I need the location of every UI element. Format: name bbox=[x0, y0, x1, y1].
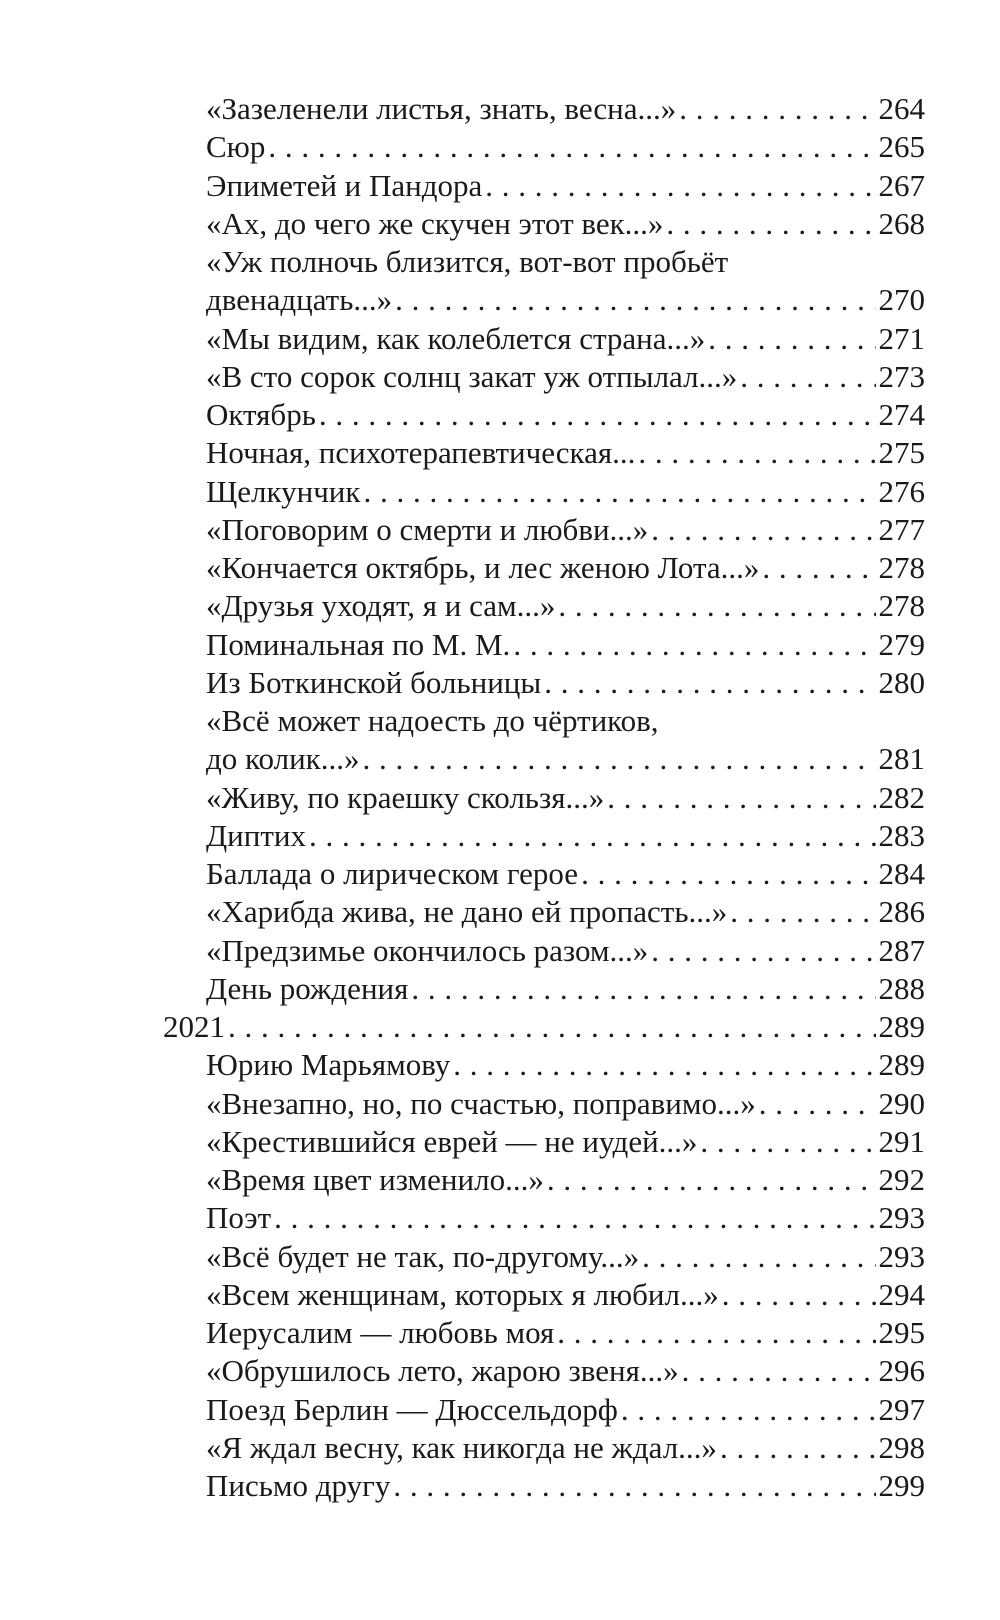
toc-entry bbox=[163, 1429, 925, 1467]
toc-section-title: 2021 bbox=[163, 1009, 225, 1044]
dot-leader bbox=[513, 626, 875, 664]
toc-entry-title: «Предзимье окончилось разом...» bbox=[206, 932, 649, 968]
toc-entry-title: Щелкунчик bbox=[206, 473, 361, 509]
toc-entry bbox=[163, 205, 925, 243]
toc-entry-title: «Всё будет не так, по-другому...» bbox=[206, 1238, 640, 1274]
toc-entry-title: «Всё может надоесть до чёртиков, bbox=[206, 703, 659, 738]
toc-entry-title: «Я ждал весну, как никогда не ждал...» bbox=[206, 1429, 717, 1465]
toc-section-row bbox=[163, 1008, 925, 1046]
dot-leader bbox=[393, 1467, 875, 1505]
toc-page-number: 297 bbox=[878, 1391, 925, 1427]
toc-entry bbox=[163, 396, 925, 434]
toc-page-number: 296 bbox=[878, 1353, 925, 1389]
toc-page-number: 276 bbox=[878, 473, 925, 509]
toc-entry-title: «Мы видим, как колеблется страна...» bbox=[206, 320, 706, 356]
toc-entry bbox=[163, 90, 925, 128]
toc-page-number: 270 bbox=[878, 282, 925, 318]
toc-page-number: 279 bbox=[878, 626, 925, 662]
dot-leader bbox=[730, 893, 875, 931]
toc-entry bbox=[163, 817, 925, 855]
toc-entry bbox=[163, 740, 925, 778]
dot-leader bbox=[762, 549, 875, 587]
toc-page-number: 294 bbox=[878, 1276, 925, 1312]
dot-leader bbox=[558, 587, 875, 625]
toc-page-number: 290 bbox=[878, 1085, 925, 1121]
toc-entry-title: «Живу, по краешку скользя...» bbox=[206, 779, 605, 815]
toc-entry-title: до колик...» bbox=[206, 741, 360, 777]
toc-page-number: 268 bbox=[878, 205, 925, 241]
dot-leader bbox=[309, 817, 876, 855]
toc-entry-line bbox=[163, 243, 925, 281]
toc-page-number: 299 bbox=[878, 1468, 925, 1503]
toc-page-number: 278 bbox=[878, 550, 925, 585]
dot-leader bbox=[740, 358, 875, 396]
toc-entry-title: Ночная, психотерапевтическая... bbox=[206, 435, 636, 471]
toc-entry bbox=[163, 893, 925, 931]
toc-entry-title: Письмо другу bbox=[206, 1468, 391, 1503]
toc-page-number: 275 bbox=[878, 435, 925, 471]
toc-entry bbox=[163, 1046, 925, 1084]
dot-leader bbox=[274, 1199, 875, 1237]
toc-entry bbox=[163, 549, 925, 587]
toc-entry-title: «Ах, до чего же скучен этот век...» bbox=[206, 205, 664, 241]
toc-entry-title: «Уж полночь близится, вот-вот пробьёт bbox=[206, 244, 729, 279]
toc-entry bbox=[163, 1467, 925, 1505]
toc-entry-title: Диптих bbox=[206, 817, 306, 853]
toc-entry-title: Поминальная по М. М. bbox=[206, 626, 511, 662]
toc-page-number: 282 bbox=[878, 779, 925, 815]
toc-entry bbox=[163, 1161, 925, 1199]
toc-entry bbox=[163, 1238, 925, 1276]
toc-entry-title: «Внезапно, но, по счастью, поправимо...» bbox=[206, 1085, 756, 1121]
toc-page-number: 267 bbox=[878, 167, 925, 203]
toc-entry bbox=[163, 1391, 925, 1429]
toc-page-number: 274 bbox=[878, 397, 925, 432]
toc-entry bbox=[163, 1085, 925, 1123]
toc-entry bbox=[163, 473, 925, 511]
toc-entry bbox=[163, 626, 925, 664]
toc-entry bbox=[163, 1352, 925, 1390]
toc-entry-title: «Зазеленели листья, знать, весна...» bbox=[206, 91, 677, 126]
toc-page-number: 298 bbox=[878, 1429, 925, 1465]
toc-entry-title: двенадцать...» bbox=[206, 282, 393, 318]
dot-leader bbox=[557, 1314, 875, 1352]
toc-page-number: 292 bbox=[878, 1162, 925, 1197]
dot-leader bbox=[319, 396, 876, 434]
toc-entry-title: «Кончается октябрь, и лес женою Лота...» bbox=[206, 550, 760, 585]
toc-entry-title: День рождения bbox=[206, 970, 409, 1006]
dot-leader bbox=[642, 1238, 875, 1276]
toc-entry bbox=[163, 587, 925, 625]
dot-leader bbox=[547, 1161, 876, 1199]
toc-entry bbox=[163, 779, 925, 817]
toc-page-number: 289 bbox=[878, 1047, 925, 1083]
toc-entry-title: Поэт bbox=[206, 1200, 272, 1236]
toc-entry-title: Из Боткинской больницы bbox=[206, 664, 542, 700]
toc-entry-title: Поезд Берлин — Дюссельдорф bbox=[206, 1391, 618, 1427]
dot-leader bbox=[700, 1123, 875, 1161]
toc-entry-title: «Обрушилось лето, жарою звеня...» bbox=[206, 1353, 679, 1389]
toc-entry bbox=[163, 1314, 925, 1352]
toc-entry-title: Юрию Марьямову bbox=[206, 1047, 451, 1083]
toc-entry-title: «Крестившийся еврей — не иудей...» bbox=[206, 1123, 698, 1159]
dot-leader bbox=[651, 932, 875, 970]
toc-page-number: 287 bbox=[878, 932, 925, 968]
dot-leader bbox=[453, 1046, 875, 1084]
dot-leader bbox=[621, 1391, 876, 1429]
toc-page-number: 280 bbox=[878, 664, 925, 700]
toc-entry bbox=[163, 1199, 925, 1237]
toc-entry-title: Октябрь bbox=[206, 397, 316, 432]
dot-leader bbox=[544, 664, 875, 702]
toc-page-number: 288 bbox=[878, 970, 925, 1006]
dot-leader bbox=[362, 740, 875, 778]
dot-leader bbox=[411, 970, 875, 1008]
toc-entry bbox=[163, 320, 925, 358]
dot-leader bbox=[666, 205, 875, 243]
toc-entry-title: «Поговорим о смерти и любви...» bbox=[206, 511, 649, 547]
toc-entry bbox=[163, 1123, 925, 1161]
toc-entry bbox=[163, 358, 925, 396]
toc-page-number: 289 bbox=[878, 1009, 925, 1044]
toc-page-number: 283 bbox=[878, 817, 925, 853]
toc-page-number: 293 bbox=[878, 1200, 925, 1236]
toc-entry bbox=[163, 664, 925, 702]
toc-entry-title: «Время цвет изменило...» bbox=[206, 1162, 544, 1197]
toc-entry bbox=[163, 167, 925, 205]
dot-leader bbox=[708, 320, 875, 358]
dot-leader bbox=[759, 1085, 876, 1123]
dot-leader bbox=[395, 281, 875, 319]
dot-leader bbox=[638, 434, 875, 472]
toc-entry bbox=[163, 970, 925, 1008]
toc-page-number: 273 bbox=[878, 358, 925, 394]
toc-entry-title: Баллада о лирическом герое bbox=[206, 856, 579, 891]
toc-page-number: 281 bbox=[878, 741, 925, 777]
dot-leader bbox=[228, 1008, 876, 1046]
dot-leader bbox=[268, 128, 875, 166]
dot-leader bbox=[581, 855, 875, 893]
toc-entry bbox=[163, 855, 925, 893]
toc-entry bbox=[163, 1276, 925, 1314]
dot-leader bbox=[363, 473, 875, 511]
toc-page-number: 295 bbox=[878, 1315, 925, 1350]
toc-page-number: 277 bbox=[878, 511, 925, 547]
toc-entry-title: «Всем женщинам, которых я любил...» bbox=[206, 1276, 719, 1312]
toc-page-number: 286 bbox=[878, 894, 925, 930]
toc-entry bbox=[163, 128, 925, 166]
toc-entry-line bbox=[163, 702, 925, 740]
toc-entry bbox=[163, 281, 925, 319]
toc-entry-title: «В сто сорок солнц закат уж отпылал...» bbox=[206, 358, 738, 394]
dot-leader bbox=[651, 511, 875, 549]
toc-page-number: 284 bbox=[878, 856, 925, 891]
toc-entry-title: «Харибда жива, не дано ей пропасть...» bbox=[206, 894, 728, 930]
dot-leader bbox=[722, 1276, 876, 1314]
toc-page-number: 291 bbox=[878, 1123, 925, 1159]
dot-leader bbox=[607, 779, 875, 817]
dot-leader bbox=[679, 90, 875, 128]
table-of-contents bbox=[163, 90, 925, 1505]
dot-leader bbox=[682, 1352, 876, 1390]
toc-entry bbox=[163, 434, 925, 472]
toc-entry bbox=[163, 511, 925, 549]
toc-entry-title: «Друзья уходят, я и сам...» bbox=[206, 588, 556, 624]
toc-entry-title: Эпиметей и Пандора bbox=[206, 167, 483, 203]
toc-entry-title: Сюр bbox=[206, 129, 266, 165]
toc-page-number: 293 bbox=[878, 1238, 925, 1274]
toc-page-number: 278 bbox=[878, 588, 925, 624]
toc-page-number: 265 bbox=[878, 129, 925, 165]
toc-page-number: 264 bbox=[878, 91, 925, 126]
dot-leader bbox=[485, 167, 875, 205]
toc-page-number: 271 bbox=[878, 320, 925, 356]
toc-entry bbox=[163, 932, 925, 970]
toc-entry-title: Иерусалим — любовь моя bbox=[206, 1315, 555, 1350]
dot-leader bbox=[720, 1429, 876, 1467]
